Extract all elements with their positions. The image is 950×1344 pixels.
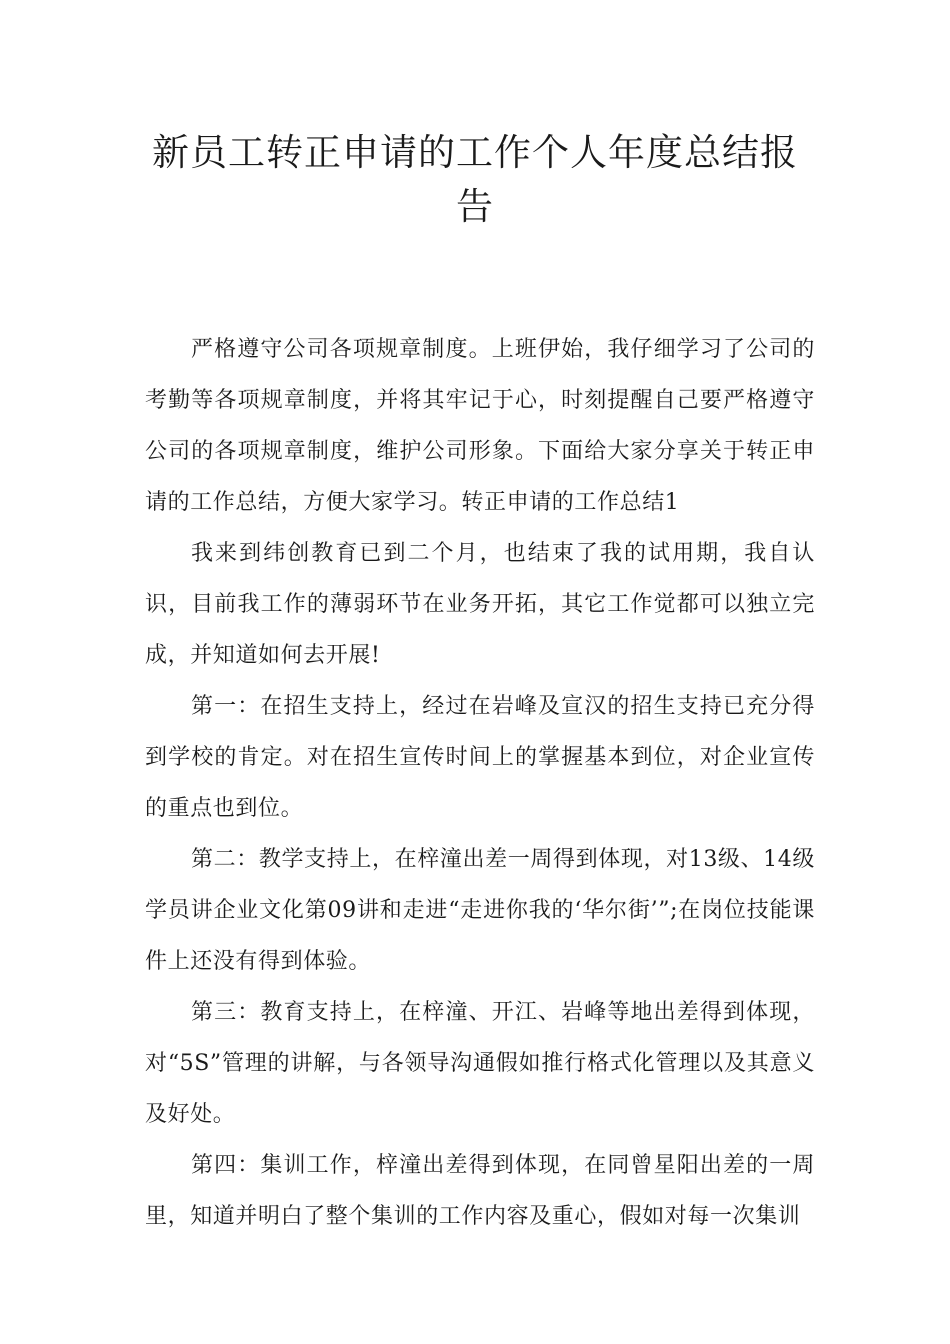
paragraph-intro: 严格遵守公司各项规章制度。上班伊始，我仔细学习了公司的考勤等各项规章制度，并将其牢记于心，时刻提醒自己要严格遵守公司的各项规章制度，维护公司形象。下面给大家分享关于转正申请的工作总结，方便大家学习。转正申请的工作总结1 [145, 337, 815, 515]
document-body [145, 324, 815, 1242]
paragraph-point-three: 第三：教育支持上，在梓潼、开江、岩峰等地出差得到体现，对“5S”管理的讲解，与各领导沟通假如推行格式化管理以及其意义及好处。 [145, 1000, 815, 1127]
paragraph-point-one: 第一：在招生支持上，经过在岩峰及宣汉的招生支持已充分得到学校的肯定。对在招生宣传时间上的掌握基本到位，对企业宣传的重点也到位。 [145, 694, 815, 821]
paragraph-point-four: 第四：集训工作，梓潼出差得到体现，在同曾星阳出差的一周里，知道并明白了整个集训的工作内容及重心，假如对每一次集训 [145, 1153, 815, 1229]
document-title: 新员工转正申请的工作个人年度总结报告 [152, 131, 798, 228]
paragraph-probation: 我来到纬创教育已到二个月，也结束了我的试用期，我自认识，目前我工作的薄弱环节在业务开拓，其它工作觉都可以独立完成，并知道如何去开展! [145, 541, 815, 668]
paragraph-point-two: 第二：教学支持上，在梓潼出差一周得到体现，对13级、14级学员讲企业文化第09讲和走进“走进你我的‘华尔街’”;在岗位技能课件上还没有得到体验。 [145, 847, 815, 974]
